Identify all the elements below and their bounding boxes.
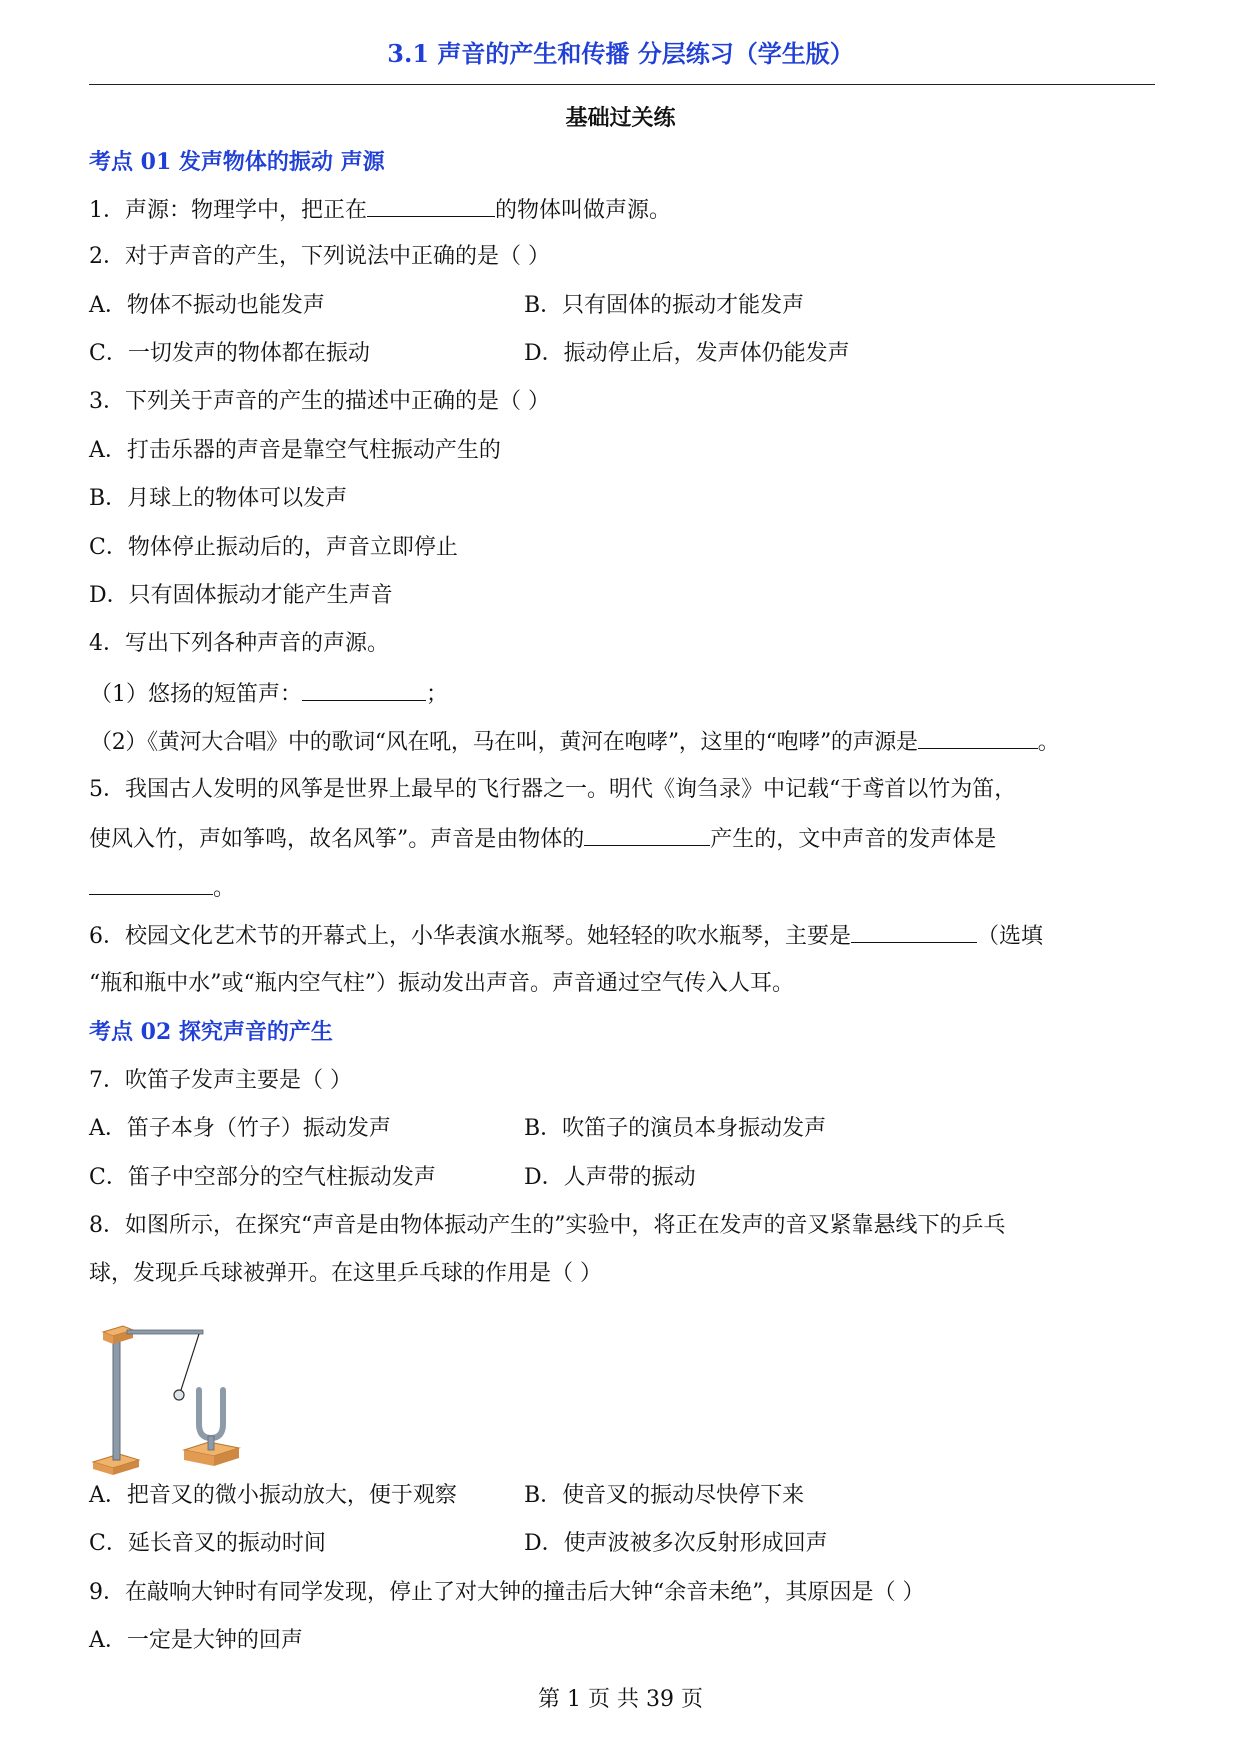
q2-option-c[interactable]: C．一切发声的物体都在振动 (89, 341, 370, 366)
question-8-line-2: 球，发现乒乓球被弹开。在这里乒乓球的作用是（ ） (89, 1261, 602, 1286)
question-4-stem: 4．写出下列各种声音的声源。 (89, 631, 389, 656)
q3-option-d[interactable]: D．只有固体振动才能产生声音 (89, 583, 393, 608)
q5-l3-suffix: 。 (213, 876, 236, 901)
ping-pong-ball (174, 1390, 184, 1400)
q6-l1-prefix: 6．校园文化艺术节的开幕式上，小华表演水瓶琴。她轻轻的吹水瓶琴，主要是 (89, 924, 851, 949)
stand-arm (127, 1330, 203, 1334)
q7-option-c[interactable]: C．笛子中空部分的空气柱振动发声 (89, 1165, 436, 1190)
question-5-line-2 (89, 823, 996, 855)
q7-option-b[interactable]: B．吹笛子的演员本身振动发声 (524, 1116, 827, 1141)
q4-p2-prefix: （2）《黄河大合唱》中的歌词“风在吼，马在叫，黄河在咆哮”，这里的“咆哮”的声源是 (90, 730, 918, 755)
q4-p1-prefix: （1）悠扬的短笛声： (90, 682, 302, 707)
question-5-line-3 (89, 872, 235, 904)
q6-l1-suffix: （选填 (977, 924, 1044, 949)
q3-option-c[interactable]: C．物体停止振动后的，声音立即停止 (89, 535, 458, 560)
q1-suffix: 的物体叫做声源。 (495, 198, 672, 223)
question-1 (89, 194, 671, 226)
tuning-fork-prongs (199, 1390, 223, 1438)
question-9-stem: 9．在敲响大钟时有同学发现，停止了对大钟的撞击后大钟“余音未绝”，其原因是（ ） (89, 1580, 925, 1605)
q4-p1-blank[interactable] (302, 678, 426, 701)
q2-option-b[interactable]: B．只有固体的振动才能发声 (524, 293, 805, 318)
q4-p1-suffix: ； (426, 682, 449, 707)
question-6-line-1 (89, 920, 1043, 952)
q4-part-2 (90, 726, 1059, 758)
q6-blank[interactable] (851, 920, 977, 943)
q8-option-b[interactable]: B．使音叉的振动尽快停下来 (524, 1483, 805, 1508)
q3-option-b[interactable]: B．月球上的物体可以发声 (89, 486, 348, 511)
stand-pole (113, 1334, 120, 1460)
q4-p2-suffix: 。 (1037, 730, 1060, 755)
q5-blank-2[interactable] (89, 872, 213, 895)
q9-option-a[interactable]: A．一定是大钟的回声 (89, 1628, 303, 1653)
q5-l2-suffix: 产生的，文中声音的发声体是 (710, 827, 997, 852)
page-title: 3.1 声音的产生和传播 分层练习（学生版） (387, 39, 854, 68)
kaodian-02-heading: 考点 02 探究声音的产生 (89, 1019, 333, 1045)
tuning-fork-stem (208, 1436, 214, 1450)
section-title: 基础过关练 (565, 105, 676, 131)
q1-blank[interactable] (367, 194, 495, 217)
q2-option-d[interactable]: D．振动停止后，发声体仍能发声 (524, 341, 850, 366)
q8-option-a[interactable]: A．把音叉的微小振动放大，便于观察 (89, 1483, 457, 1508)
q3-option-a[interactable]: A．打击乐器的声音是靠空气柱振动产生的 (89, 438, 501, 463)
header-rule (89, 84, 1155, 85)
question-6-line-2: “瓶和瓶中水”或“瓶内空气柱”）振动发出声音。声音通过空气传入人耳。 (89, 971, 794, 996)
q7-option-a[interactable]: A．笛子本身（竹子）振动发声 (89, 1116, 391, 1141)
thread (181, 1334, 199, 1390)
q8-option-c[interactable]: C．延长音叉的振动时间 (89, 1531, 326, 1556)
q5-l2-prefix: 使风入竹，声如筝鸣，故名风筝”。声音是由物体的 (89, 827, 585, 852)
q4-part-1 (90, 678, 448, 710)
q4-p2-blank[interactable] (918, 726, 1038, 749)
q1-prefix: 1．声源：物理学中，把正在 (89, 198, 367, 223)
question-2-stem: 2．对于声音的产生，下列说法中正确的是（ ） (89, 244, 550, 269)
q2-option-a[interactable]: A．物体不振动也能发声 (89, 293, 325, 318)
q5-blank-1[interactable] (584, 823, 710, 846)
question-5-line-1: 5．我国古人发明的风筝是世界上最早的飞行器之一。明代《询刍录》中记载“于鸢首以竹为笛， (89, 777, 1017, 802)
question-7-stem: 7．吹笛子发声主要是（ ） (89, 1068, 352, 1093)
question-8-line-1: 8．如图所示，在探究“声音是由物体振动产生的”实验中，将正在发声的音叉紧靠悬线下的乒乓 (89, 1213, 1006, 1238)
page-footer: 第 1 页 共 39 页 (538, 1687, 703, 1712)
q8-option-d[interactable]: D．使声波被多次反射形成回声 (524, 1531, 828, 1556)
q7-option-d[interactable]: D．人声带的振动 (524, 1165, 696, 1190)
question-3-stem: 3．下列关于声音的产生的描述中正确的是（ ） (89, 389, 550, 414)
kaodian-01-heading: 考点 01 发声物体的振动 声源 (89, 149, 385, 175)
tuning-fork-experiment-figure (89, 1312, 264, 1482)
